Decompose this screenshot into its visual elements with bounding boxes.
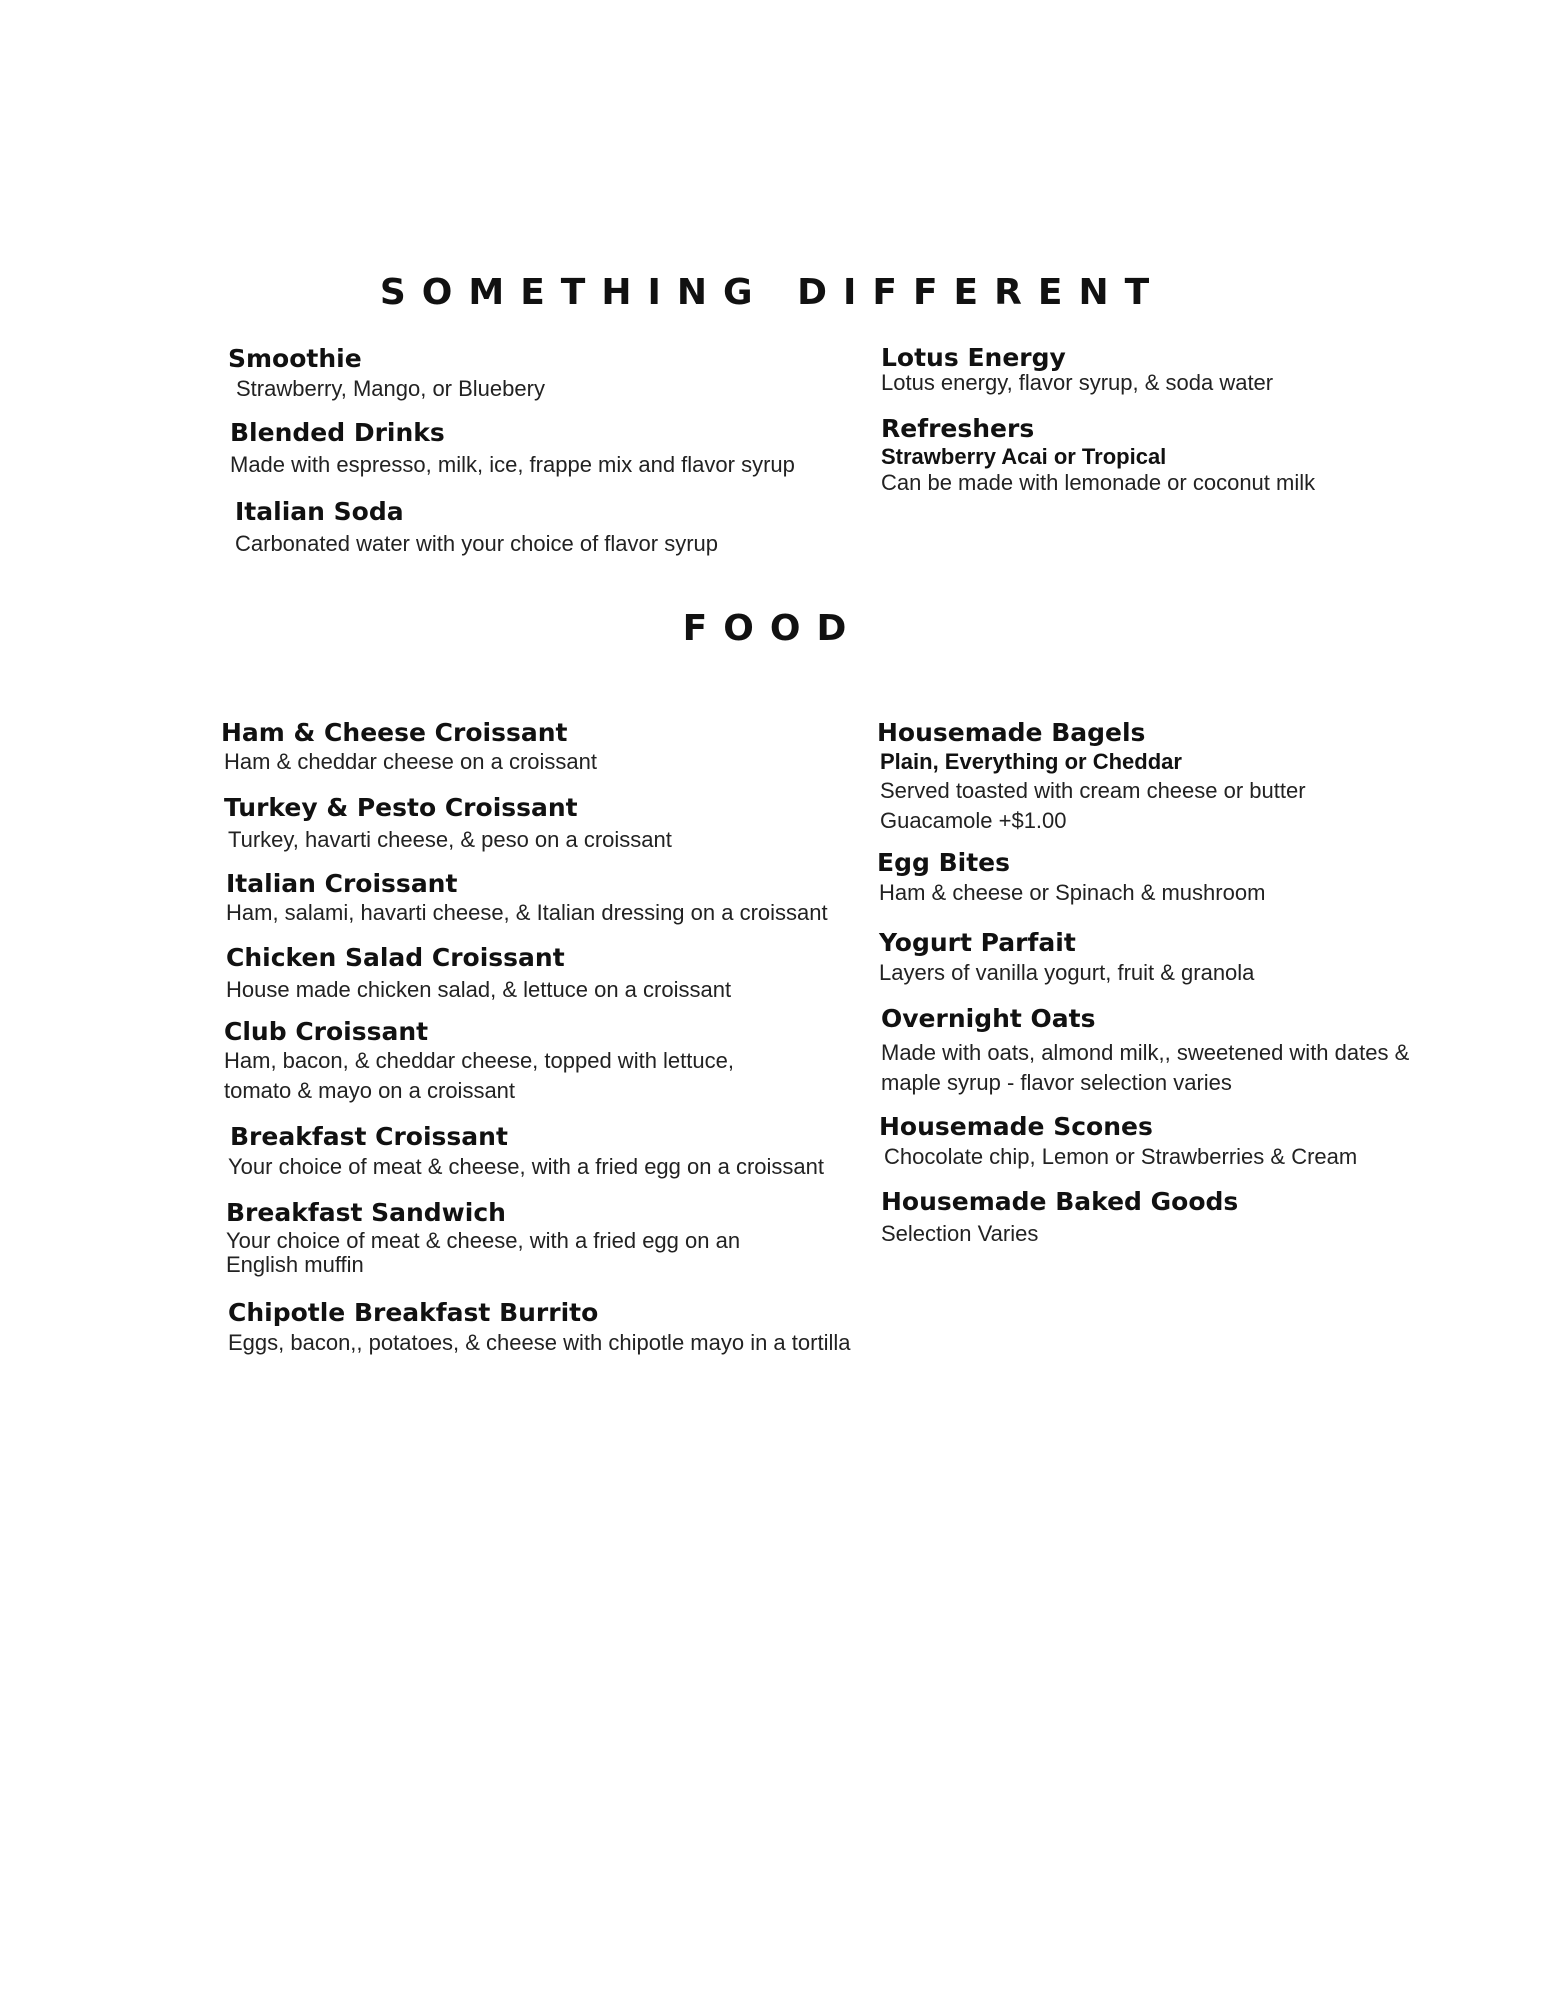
menu-item-housemade-scones [879,1112,1357,1172]
menu-item-overnight-oats [881,1004,1409,1098]
item-name: Club Croissant [224,1017,429,1046]
item-description: Eggs, bacon,, potatoes, & cheese with chipotle mayo in a tortilla [228,1330,851,1355]
item-flavors: Plain, Everything or Cheddar [880,749,1182,774]
item-description: Strawberry, Mango, or Bluebery [236,376,545,401]
item-name: Chicken Salad Croissant [226,943,565,972]
item-description: Selection Varies [881,1221,1039,1246]
item-description: Can be made with lemonade or coconut milk [881,470,1316,495]
item-name: Turkey & Pesto Croissant [224,793,578,822]
item-description: Lotus energy, flavor syrup, & soda water [881,370,1274,395]
item-name: Overnight Oats [881,1004,1096,1033]
item-description: Made with oats, almond milk,, sweetened with dates & [881,1040,1410,1065]
section-title-food: FOOD [682,608,863,649]
item-name: Smoothie [228,344,362,373]
item-description: Layers of vanilla yogurt, fruit & granola [879,960,1255,985]
item-description: Your choice of meat & cheese, with a fried egg on an [226,1228,741,1253]
item-name: Housemade Scones [879,1112,1153,1141]
item-name: Ham & Cheese Croissant [221,718,568,747]
item-name: Egg Bites [877,848,1010,877]
menu-item-breakfast-sandwich [226,1198,740,1276]
item-name: Housemade Bagels [877,718,1146,747]
item-description: Ham & cheddar cheese on a croissant [224,749,597,774]
item-name: Chipotle Breakfast Burrito [228,1298,599,1327]
item-name: Breakfast Croissant [230,1122,508,1151]
menu-item-italian-soda [235,497,718,559]
item-description: House made chicken salad, & lettuce on a croissant [226,977,732,1002]
menu-item-smoothie [228,344,545,404]
menu-item-chipotle-breakfast-burrito [228,1298,850,1358]
item-description: Ham, salami, havarti cheese, & Italian dressing on a croissant [226,900,828,925]
item-name: Italian Croissant [226,869,458,898]
menu-item-breakfast-croissant [230,1122,824,1182]
menu-item-club-croissant [224,1018,734,1106]
menu-item-housemade-bagels [877,718,1306,836]
item-name: Italian Soda [235,497,404,526]
item-description: Made with espresso, milk, ice, frappe mix and flavor syrup [230,452,795,477]
item-name: Lotus Energy [881,343,1066,372]
menu-item-ham-cheese-croissant [221,718,597,776]
item-description: Served toasted with cream cheese or butter [880,778,1306,803]
item-description-line-2: maple syrup - flavor selection varies [881,1070,1232,1095]
item-description: Your choice of meat & cheese, with a fried egg on a croissant [228,1154,824,1179]
menu-item-blended-drinks [230,418,795,480]
item-name: Breakfast Sandwich [226,1198,506,1227]
item-name: Housemade Baked Goods [881,1187,1239,1216]
menu-item-lotus-energy [881,344,1273,394]
menu-item-turkey-pesto-croissant [224,793,672,855]
menu-item-italian-croissant [226,869,828,927]
item-name: Yogurt Parfait [879,928,1076,957]
section-title-something-different: SOMETHING DIFFERENT [379,272,1166,313]
item-description-line-2: tomato & mayo on a croissant [224,1078,516,1103]
item-description: Turkey, havarti cheese, & peso on a croissant [228,827,672,852]
item-description: Ham, bacon, & cheddar cheese, topped with lettuce, [224,1048,734,1073]
menu-item-housemade-baked-goods [881,1187,1238,1249]
item-flavors: Strawberry Acai or Tropical [881,444,1167,469]
item-description: Ham & cheese or Spinach & mushroom [879,880,1266,905]
menu-item-egg-bites [877,848,1265,908]
item-description: Carbonated water with your choice of flavor syrup [235,531,719,556]
item-name: Blended Drinks [230,418,445,447]
item-description-line-2: English muffin [226,1252,364,1277]
item-description: Chocolate chip, Lemon or Strawberries & Cream [884,1144,1358,1169]
item-description-line-2: Guacamole +$1.00 [880,808,1067,833]
item-name: Refreshers [881,414,1035,443]
menu-item-chicken-salad-croissant [226,943,731,1005]
menu-item-refreshers [881,414,1315,496]
menu-item-yogurt-parfait [879,928,1254,988]
